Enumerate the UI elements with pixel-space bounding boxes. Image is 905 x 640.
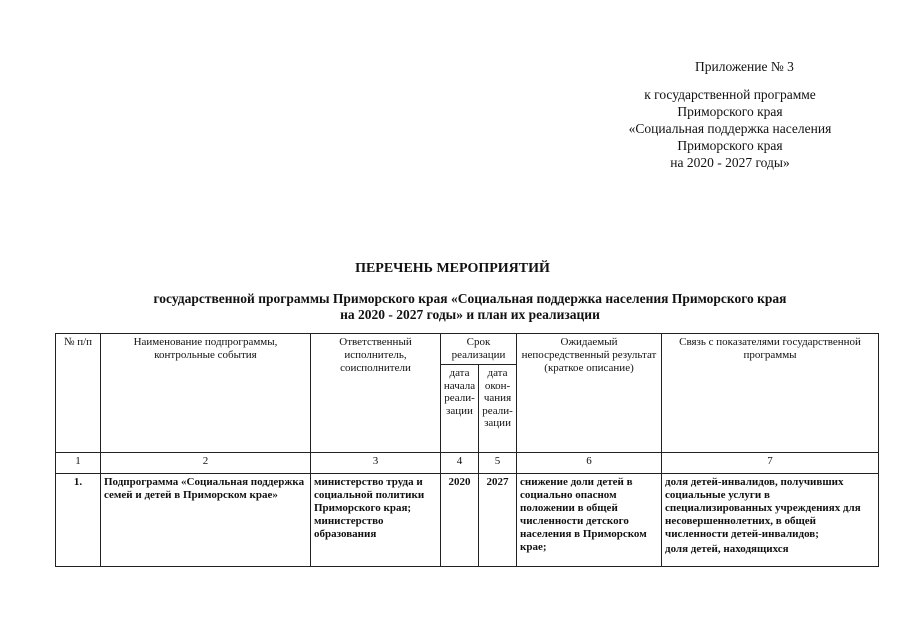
column-number: 1 [56,453,101,474]
row-name: Подпрограмма «Социальная поддержка семей и детей в Приморском крае» [101,474,311,567]
row-link [662,474,879,567]
row-executor: министерство труда и социальной политики Приморского края; министерство образования [311,474,441,567]
appendix-lines [600,86,860,171]
column-number: 3 [311,453,441,474]
column-number: 4 [441,453,479,474]
row-link-item: доля детей, находящихся [665,543,789,555]
column-number: 7 [662,453,879,474]
column-number: 6 [517,453,662,474]
document-subtitle [100,291,840,323]
column-number: 2 [101,453,311,474]
appendix-block [600,58,905,171]
header-start: дата начала реали-зации [441,365,479,453]
table-row [56,474,879,567]
subtitle-line: на 2020 - 2027 годы» и план их реализации [340,307,600,322]
row-end: 2027 [479,474,517,567]
header-period: Срок реализации [441,334,517,365]
activities-table [55,333,879,567]
header-num: № п/п [56,334,101,453]
row-start: 2020 [441,474,479,567]
header-link: Связь с показателями государственной программы [662,334,879,453]
header-name: Наименование подпрограммы, контрольные события [101,334,311,453]
document-title: ПЕРЕЧЕНЬ МЕРОПРИЯТИЙ [355,261,550,276]
appendix-line: Приморского края [677,138,783,153]
column-number: 5 [479,453,517,474]
header-executor: Ответственный исполнитель, соисполнители [311,334,441,453]
row-result: снижение доли детей в социально опасном положении в общей численности детского населения в Приморском крае; [517,474,662,567]
appendix-line: на 2020 - 2027 годы» [670,155,790,170]
appendix-line: «Социальная поддержка населения [628,121,832,136]
appendix-line: Приморского края [677,104,783,119]
subtitle-line: государственной программы Приморского края «Социальная поддержка населения Приморского края [153,291,787,306]
table-header-row [56,334,879,365]
appendix-line: к государственной программе [644,87,816,102]
row-link-item: доля детей-инвалидов, получивших социальные услуги в специализированных учреждениях для несовершеннолетних, в общей численности детей-инвалидов; [665,476,861,540]
header-end: дата окон-чания реали-зации [479,365,517,453]
column-number-row [56,453,879,474]
appendix-title: Приложение № 3 [695,59,794,74]
row-num: 1. [56,474,101,567]
header-result: Ожидаемый непосредственный результат (краткое описание) [517,334,662,453]
